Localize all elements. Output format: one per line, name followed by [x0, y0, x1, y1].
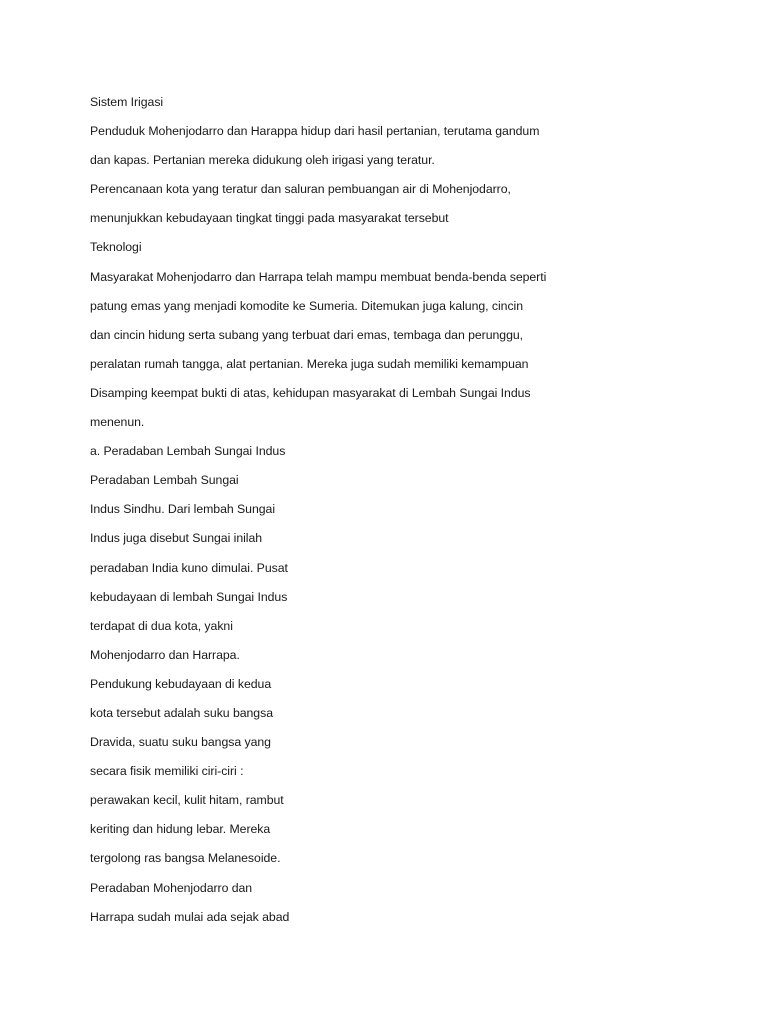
section-heading-technology: Teknologi	[90, 240, 142, 255]
text-line: Mohenjodarro dan Harrapa.	[90, 647, 240, 662]
text-line: Penduduk Mohenjodarro dan Harappa hidup dari hasil pertanian, terutama gandum	[90, 124, 540, 139]
section-heading-irrigation: Sistem Irigasi	[90, 95, 164, 109]
text-line: peralatan rumah tangga, alat pertanian. Mereka juga sudah memiliki kemampuan	[90, 356, 529, 371]
text-line: Masyarakat Mohenjodarro dan Harrapa telah mampu membuat benda-benda seperti	[90, 269, 547, 284]
text-line: menunjukkan kebudayaan tingkat tinggi pada masyarakat tersebut	[90, 211, 449, 226]
text-line: dan kapas. Pertanian mereka didukung oleh irigasi yang teratur.	[90, 153, 435, 168]
text-line: terdapat di dua kota, yakni	[90, 618, 233, 633]
text-line: kebudayaan di lembah Sungai Indus	[90, 589, 288, 604]
section-heading-indus: a. Peradaban Lembah Sungai Indus	[90, 444, 286, 459]
text-line: perawakan kecil, kulit hitam, rambut	[90, 793, 284, 808]
text-line: Indus juga disebut Sungai inilah	[90, 531, 263, 546]
text-line: tergolong ras bangsa Melanesoide.	[90, 851, 281, 866]
text-line: peradaban India kuno dimulai. Pusat	[90, 560, 288, 575]
text-line: Perencanaan kota yang teratur dan saluran pembuangan air di Mohenjodarro,	[90, 182, 511, 197]
text-line: patung emas yang menjadi komodite ke Sumeria. Ditemukan juga kalung, cincin	[90, 298, 524, 313]
text-line: secara fisik memiliki ciri-ciri :	[90, 764, 244, 779]
text-line: Pendukung kebudayaan di kedua	[90, 676, 272, 691]
text-line: Harrapa sudah mulai ada sejak abad	[90, 909, 290, 924]
document-page	[90, 88, 730, 932]
text-line: Dravida, suatu suku bangsa yang	[90, 735, 271, 750]
text-line: keriting dan hidung lebar. Mereka	[90, 822, 271, 837]
text-line: dan cincin hidung serta subang yang terbuat dari emas, tembaga dan perunggu,	[90, 327, 524, 342]
text-line: Disamping keempat bukti di atas, kehidupan masyarakat di Lembah Sungai Indus	[90, 385, 531, 400]
text-line: Peradaban Lembah Sungai	[90, 473, 239, 488]
text-line: Indus Sindhu. Dari lembah Sungai	[90, 502, 276, 517]
text-line: Peradaban Mohenjodarro dan	[90, 880, 253, 895]
text-line: menenun.	[90, 415, 145, 430]
text-line: kota tersebut adalah suku bangsa	[90, 705, 273, 720]
